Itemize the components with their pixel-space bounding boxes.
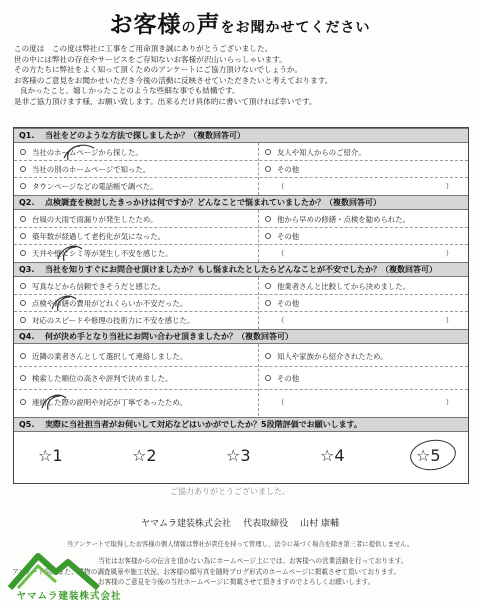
q1-header: Q1. 当社をどのような方法で探しましたか？（複数回答可） [14, 128, 468, 143]
radio-circle-icon [20, 300, 26, 306]
q4-option-1[interactable]: 近隣の業者さんとして選択して連絡しました。 [20, 348, 187, 365]
q2-option-2[interactable]: 築年数が経過して老朽化が気になった。 [20, 228, 165, 245]
pen-mark-q4 [38, 390, 72, 412]
rating-4[interactable]: ☆4 [320, 446, 345, 465]
privacy-note: 当アンケートで取得したお客様の個人情報は弊社が責任を持って管理し、法令に基づく場合を除き第三者に提供しません。 [66, 541, 414, 548]
star-icon: ☆ [38, 446, 53, 465]
company-signature: ヤマムラ建装株式会社 代表取締役 山村 康輔 [141, 519, 339, 529]
house-roof-icon [4, 542, 134, 592]
q1-option-4[interactable]: 友人や知人からのご紹介。 [265, 144, 366, 161]
q1-other-field[interactable]: （ ） [277, 182, 453, 191]
q5-header: Q5. 実際に当社担当者がお伺いして対応などはいかがでしたか？5段階評価でお願いします。 [14, 417, 468, 432]
q3-option-5[interactable]: その他 [265, 295, 299, 312]
radio-circle-icon [20, 283, 26, 289]
radio-circle-icon [265, 149, 271, 155]
intro-text: この度は この度は弊社に工事をご用命頂き誠にありがとうございました。 世の中には弊社の存在やサービスをご存知ないお客様が沢山いらっしゃいます。 その方たちに弊社をよく知って頂くためのアンケートにご協力頂けないでしょうか。 お客様のご意見をお聞かせいただき今後の活動に反映させていただきたいと考えております。 良かったこと、嬉しかったことのような些細な事でも結構です。 是非ご協力頂けます様、お願い致します。出来るだけ具体的に書いて頂ければ幸いです。 [14, 44, 333, 106]
q4-option-2[interactable]: 検索した順位の高さや評判で決めました。 [20, 370, 172, 387]
radio-circle-icon [265, 353, 271, 359]
radio-circle-icon [265, 300, 271, 306]
page-title: お客様の声をお聞かせてください [109, 12, 371, 38]
q1-option-1[interactable]: 当社のホームページから探した。 [20, 144, 143, 161]
q3-option-3[interactable]: 対応のスピードや修理の技術力に不安を感じた。 [20, 312, 194, 329]
q4-option-3[interactable]: 連絡した際の説明や対応が丁寧であったため。 [20, 394, 187, 411]
q3-option-1[interactable]: 写真などから信頼できそうだと感じた。 [20, 278, 165, 295]
q3-option-4[interactable]: 他業者さんと比較してから決めました。 [265, 278, 410, 295]
usage-note: 当社はお客様からの伝言を頂かない為にホームページ上にでは、お客様への営業活動を行っております。 アンケート用紙また、建物の調査風景や施工状況、お客様の顔写真を随時ブログ形式のホームページに掲載させて頂いております。 お客様のご意見を今後の当社ホームページに掲載させて頂きますのでよろしくお願いします。 [12, 557, 408, 586]
q2-option-4[interactable]: 他から早めの修繕・点検を勧められた。 [265, 211, 410, 228]
q4-option-5[interactable]: その他 [265, 370, 299, 387]
star-icon: ☆ [132, 446, 147, 465]
pen-mark-q3 [48, 291, 82, 313]
rating-2[interactable]: ☆2 [132, 446, 157, 465]
rating-1[interactable]: ☆1 [38, 446, 63, 465]
radio-circle-icon [265, 216, 271, 222]
q3-header: Q3. 当社を知りすぐにお問合せ頂けましたか？もし悩まれたとしたらどんなことが不安でしたか？（複数回答可） [14, 262, 468, 277]
hand-drawn-selection-circle [408, 437, 458, 473]
star-icon: ☆ [226, 446, 241, 465]
radio-circle-icon [20, 250, 26, 256]
radio-circle-icon [20, 183, 26, 189]
radio-circle-icon [265, 375, 271, 381]
q3-option-2[interactable]: 点検や修繕の費用がどれくらいか不安だった。 [20, 295, 187, 312]
q4-other-field[interactable]: （ ） [277, 398, 453, 407]
rating-5[interactable]: ☆5 [416, 446, 441, 465]
radio-circle-icon [265, 233, 271, 239]
q3-other-field[interactable]: （ ） [277, 316, 453, 325]
q2-other-field[interactable]: （ ） [277, 249, 453, 258]
radio-circle-icon [20, 166, 26, 172]
radio-circle-icon [20, 149, 26, 155]
q2-option-3[interactable]: 天井や壁にシミ等が発生し不安を感じた。 [20, 245, 172, 262]
radio-circle-icon [265, 283, 271, 289]
radio-circle-icon [265, 166, 271, 172]
q4-option-4[interactable]: 知人や家族から紹介されたため。 [265, 348, 388, 365]
pen-mark-q2 [54, 241, 88, 263]
q2-option-5[interactable]: その他 [265, 228, 299, 245]
q4-header: Q4. 何が決め手となり当社にお問い合わせ頂きましたか？（複数回答可） [14, 329, 468, 344]
pen-mark-q1 [60, 140, 100, 162]
star-icon: ☆ [416, 446, 431, 465]
q2-header: Q2. 点検調査を検討したきっかけは何ですか？どんなことで悩まれていましたか？（複数回答可） [14, 195, 468, 210]
company-logo [4, 542, 134, 606]
q1-option-3[interactable]: タウンページなどの電話帳で調べた。 [20, 178, 158, 195]
q2-option-1[interactable]: 台風の大雨で雨漏りが発生したため。 [20, 211, 157, 228]
star-icon: ☆ [320, 446, 335, 465]
logo-text: ヤマムラ建装株式会社 [16, 591, 122, 602]
radio-circle-icon [20, 399, 26, 405]
radio-circle-icon [20, 233, 26, 239]
radio-circle-icon [20, 375, 26, 381]
radio-circle-icon [20, 216, 26, 222]
thank-you-text: ご協力ありがとうございました。 [170, 487, 290, 496]
q1-option-5[interactable]: その他 [265, 161, 299, 178]
rating-3[interactable]: ☆3 [226, 446, 251, 465]
survey-form [13, 127, 469, 484]
q1-option-2[interactable]: 当社の別のホームページで知った。 [20, 161, 150, 178]
rating-row [14, 438, 468, 476]
radio-circle-icon [20, 353, 26, 359]
radio-circle-icon [20, 317, 26, 323]
